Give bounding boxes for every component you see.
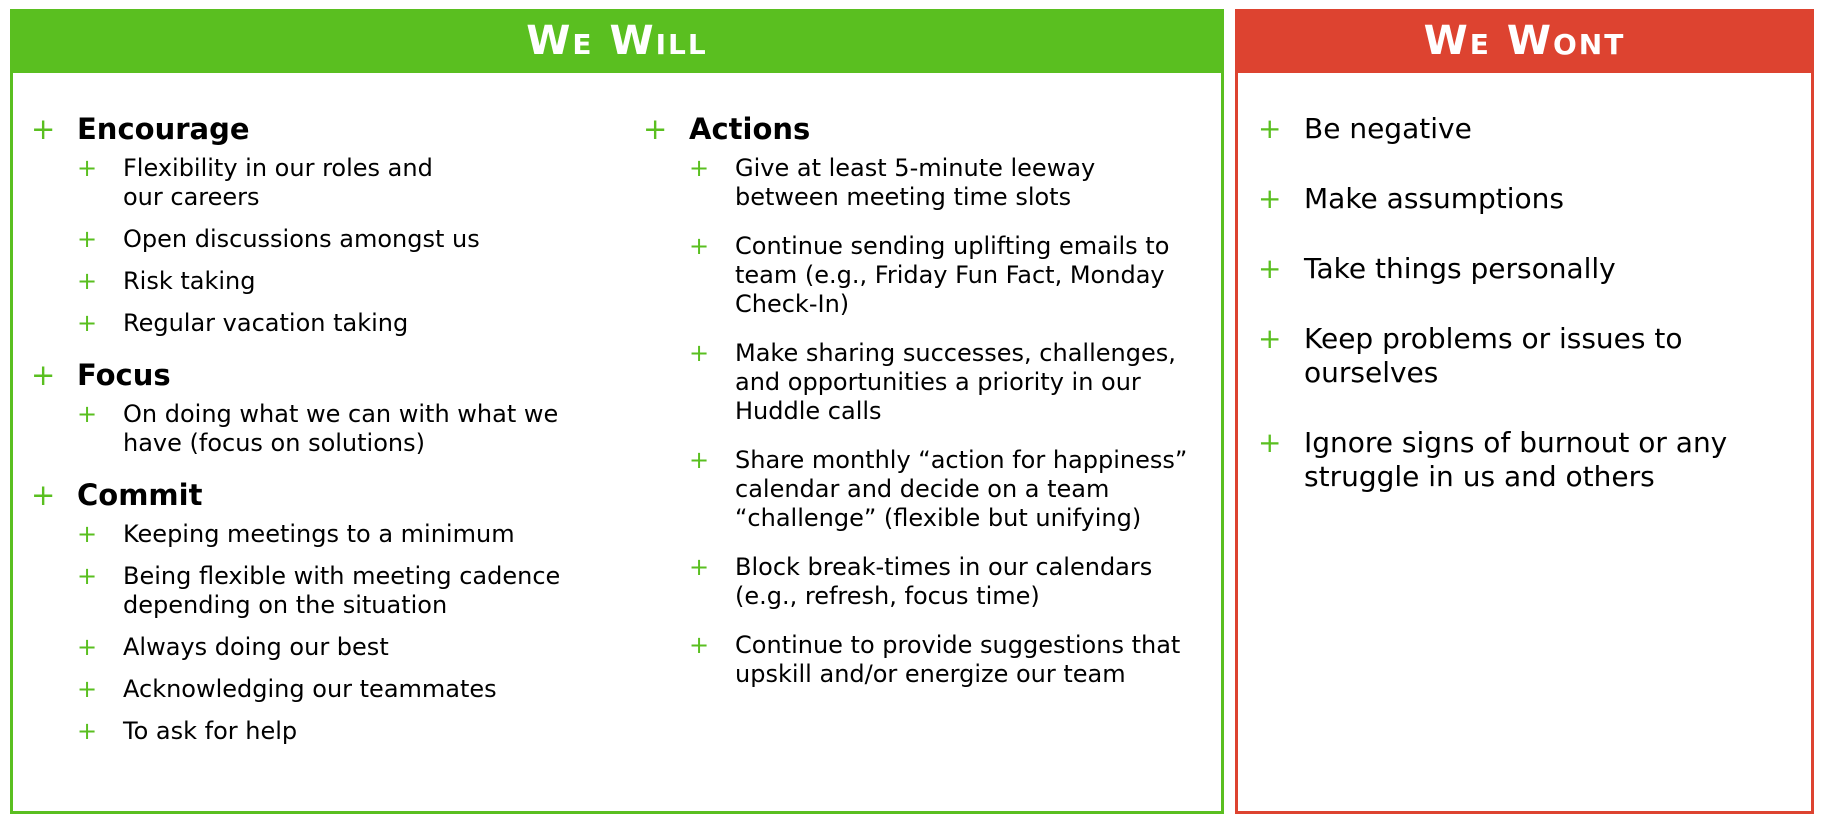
plus-icon: +	[31, 358, 56, 392]
plus-icon: +	[1258, 322, 1282, 355]
item-text: On doing what we can with what we have (focus on solutions)	[123, 400, 559, 457]
list-item	[77, 267, 611, 296]
we-will-panel	[10, 9, 1224, 814]
item-text: Risk taking	[123, 267, 256, 295]
section-focus	[31, 358, 611, 458]
section-heading: Focus	[77, 358, 171, 392]
plus-icon: +	[689, 553, 710, 581]
plus-icon: +	[1258, 182, 1282, 215]
plus-icon: +	[77, 225, 98, 253]
plus-icon: +	[689, 446, 710, 474]
we-wont-column	[1258, 112, 1798, 530]
list-item	[689, 339, 1213, 426]
list-item	[77, 717, 611, 746]
list-item	[1258, 182, 1798, 216]
list-item	[1258, 112, 1798, 146]
item-text: Make sharing successes, challenges, and opportunities a priority in our Huddle calls	[735, 339, 1176, 425]
item-text: Continue to provide suggestions that upskill and/or energize our team	[735, 631, 1181, 688]
plus-icon: +	[77, 562, 98, 590]
plus-icon: +	[77, 520, 98, 548]
list-item	[689, 553, 1213, 611]
list-item	[689, 232, 1213, 319]
list-item	[1258, 252, 1798, 286]
list-item	[1258, 322, 1798, 390]
plus-icon: +	[77, 675, 98, 703]
plus-icon: +	[689, 631, 710, 659]
plus-icon: +	[77, 267, 98, 295]
plus-icon: +	[689, 154, 710, 182]
item-text: Continue sending uplifting emails to team (e.g., Friday Fun Fact, Monday Check-In)	[735, 232, 1170, 318]
section-heading: Actions	[689, 112, 811, 146]
item-text: Block break-times in our calendars (e.g., refresh, focus time)	[735, 553, 1153, 610]
list-item	[77, 400, 611, 458]
plus-icon: +	[1258, 426, 1282, 459]
section-actions	[643, 112, 1213, 689]
plus-icon: +	[77, 633, 98, 661]
list-item	[689, 446, 1213, 533]
list-item	[689, 631, 1213, 689]
list-item	[689, 154, 1213, 212]
list-item	[77, 309, 611, 338]
section-heading: Encourage	[77, 112, 250, 146]
we-will-column-2	[643, 112, 1213, 709]
item-text: Keep problems or issues to ourselves	[1304, 322, 1683, 389]
plus-icon: +	[1258, 252, 1282, 285]
item-text: Regular vacation taking	[123, 309, 409, 337]
list-item	[77, 225, 611, 254]
plus-icon: +	[31, 112, 56, 146]
plus-icon: +	[689, 339, 710, 367]
plus-icon: +	[77, 154, 98, 182]
we-wont-title: We Wont	[1238, 12, 1811, 73]
item-text: Ignore signs of burnout or any struggle in us and others	[1304, 426, 1728, 493]
section-commit	[31, 478, 611, 746]
section-encourage	[31, 112, 611, 338]
list-item	[77, 633, 611, 662]
plus-icon: +	[77, 309, 98, 337]
list-item	[77, 562, 611, 620]
item-text: Give at least 5-minute leeway between meeting time slots	[735, 154, 1096, 211]
list-item	[77, 154, 611, 212]
plus-icon: +	[77, 400, 98, 428]
item-text: Open discussions amongst us	[123, 225, 480, 253]
we-wont-panel	[1235, 9, 1814, 814]
item-text: Be negative	[1304, 112, 1472, 145]
item-text: To ask for help	[123, 717, 298, 745]
plus-icon: +	[1258, 112, 1282, 145]
item-text: Take things personally	[1304, 252, 1616, 285]
item-text: Share monthly “action for happiness” calendar and decide on a team “challenge” (flexible but unifying)	[735, 446, 1188, 532]
plus-icon: +	[77, 717, 98, 745]
list-item	[77, 675, 611, 704]
section-heading: Commit	[77, 478, 203, 512]
item-text: Flexibility in our roles and our careers	[123, 154, 433, 211]
list-item	[1258, 426, 1798, 494]
plus-icon: +	[31, 478, 56, 512]
plus-icon: +	[689, 232, 710, 260]
we-will-column-1	[31, 112, 611, 766]
item-text: Being flexible with meeting cadence depending on the situation	[123, 562, 561, 619]
item-text: Make assumptions	[1304, 182, 1565, 215]
plus-icon: +	[643, 112, 668, 146]
list-item	[77, 520, 611, 549]
item-text: Keeping meetings to a minimum	[123, 520, 515, 548]
item-text: Acknowledging our teammates	[123, 675, 497, 703]
item-text: Always doing our best	[123, 633, 389, 661]
we-will-title: We Will	[13, 12, 1221, 73]
